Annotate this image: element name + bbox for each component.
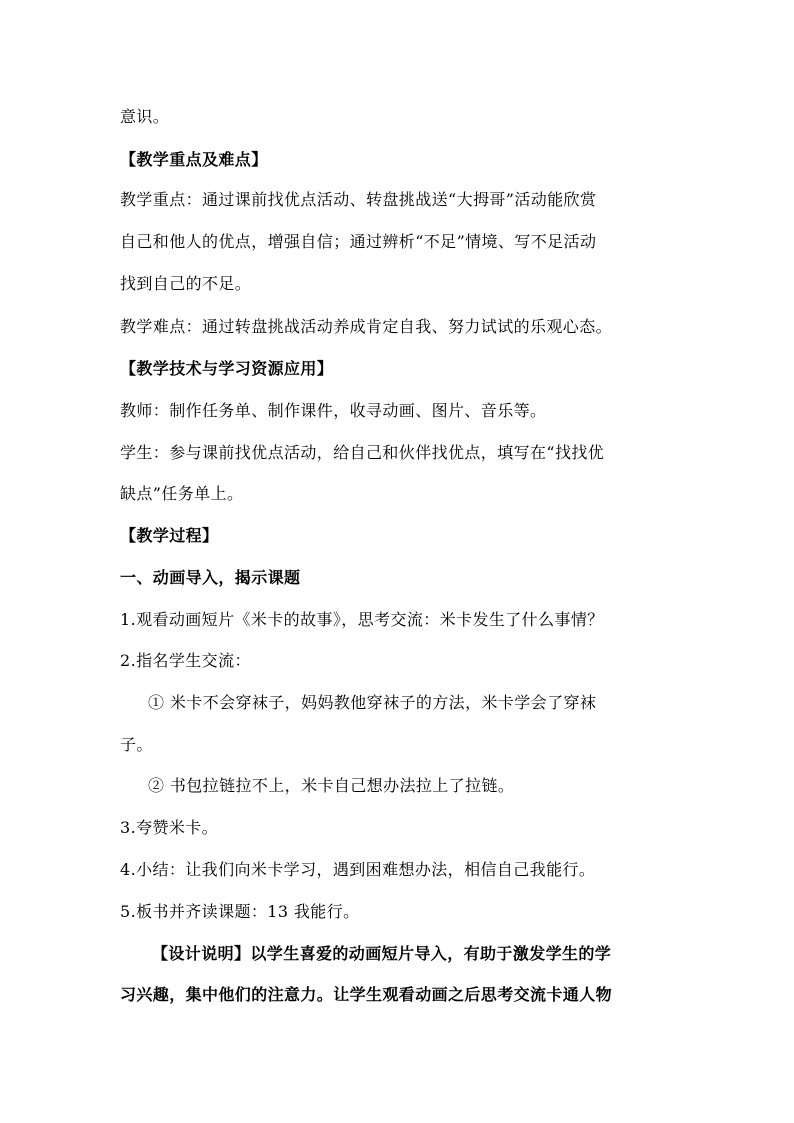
paragraph-line: 意识。 <box>120 107 170 126</box>
list-item: 5.板书并齐读课题：13 我能行。 <box>120 902 360 921</box>
list-item: 2.指名学生交流： <box>120 651 251 670</box>
paragraph-line: 缺点”任务单上。 <box>120 484 244 503</box>
section-heading-resources: 【教学技术与学习资源应用】 <box>120 359 334 378</box>
numbered-sub-item: ① 米卡不会穿袜子，妈妈教他穿袜子的方法，米卡学会了穿袜 <box>148 693 597 712</box>
design-note-line: 习兴趣，集中他们的注意力。让学生观看动画之后思考交流卡通人物 <box>120 985 613 1004</box>
paragraph-line: 找到自己的不足。 <box>120 274 252 293</box>
numbered-sub-item: ② 书包拉链拉不上，米卡自己想办法拉上了拉链。 <box>148 776 515 795</box>
subsection-heading: 一、动画导入，揭示课题 <box>120 568 301 587</box>
paragraph-line: 教学难点：通过转盘挑战活动养成肯定自我、努力试试的乐观心态。 <box>120 317 613 336</box>
list-item: 3.夸赞米卡。 <box>120 818 219 837</box>
list-item: 4.小结：让我们向米卡学习，遇到困难想办法，相信自己我能行。 <box>120 860 596 879</box>
section-heading-key-points: 【教学重点及难点】 <box>120 150 268 169</box>
design-note-line: 【设计说明】以学生喜爱的动画短片导入，有助于激发学生的学 <box>152 944 612 963</box>
paragraph-line: 自己和他人的优点，增强自信；通过辨析“不足”情境、写不足活动 <box>120 232 597 251</box>
paragraph-line: 子。 <box>120 735 153 754</box>
list-item: 1.观看动画短片《米卡的故事》，思考交流：米卡发生了什么事情？ <box>120 610 604 629</box>
paragraph-line: 教学重点：通过课前找优点活动、转盘挑战送“大拇哥”活动能欣赏 <box>120 190 597 209</box>
section-heading-process: 【教学过程】 <box>120 526 219 545</box>
paragraph-line: 教师：制作任务单、制作课件，收寻动画、图片、音乐等。 <box>120 401 547 420</box>
paragraph-line: 学生：参与课前找优点活动，给自己和伙伴找优点，填写在“找找优 <box>120 443 605 462</box>
